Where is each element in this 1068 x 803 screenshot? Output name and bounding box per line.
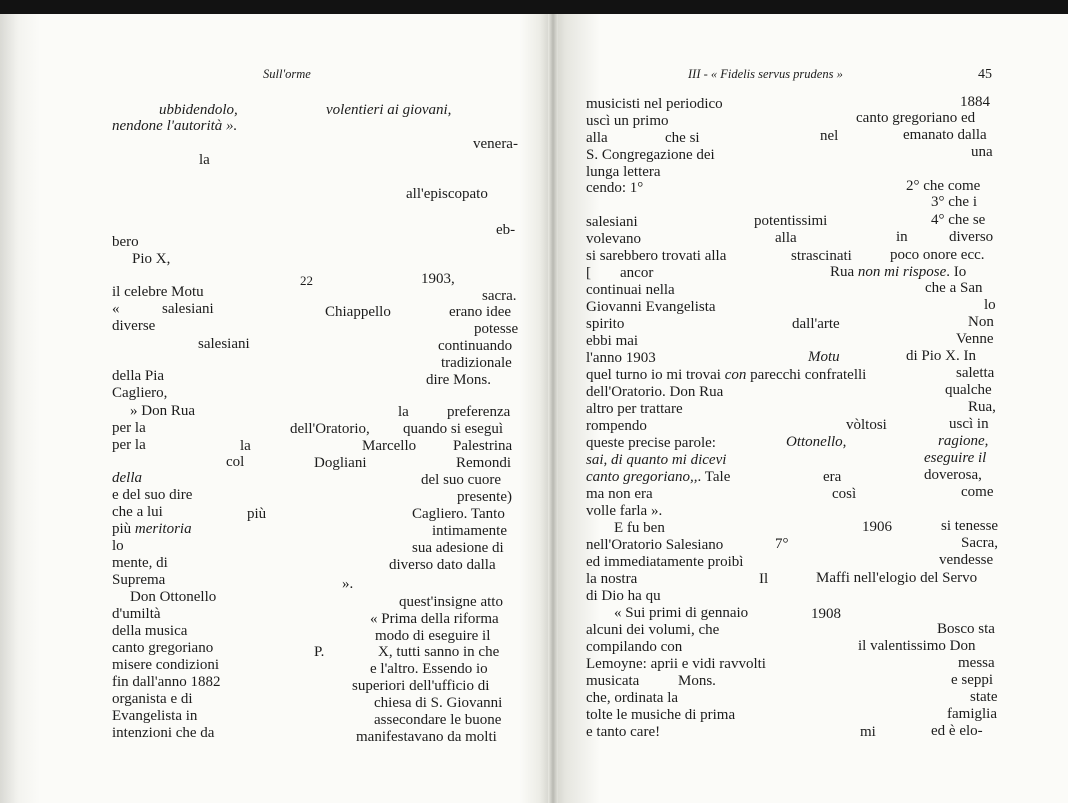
text-line: che si <box>665 130 700 146</box>
text-line: uscì in <box>949 416 989 432</box>
text-line: della musica <box>112 623 188 639</box>
text-line: l'anno 1903 <box>586 350 656 366</box>
page-number: 45 <box>978 67 992 82</box>
text-line: di Pio X. In <box>906 348 977 364</box>
text-line: la <box>199 152 210 168</box>
text-line: ed immediatamente proibì <box>586 554 744 570</box>
text-line: assecondare le buone <box>374 712 502 728</box>
text-line: si sarebbero trovati alla <box>586 248 727 264</box>
text-line: venera- <box>473 136 518 152</box>
text-line: quel turno io mi trovai con parecchi confratelli <box>586 367 867 383</box>
text-line: alcuni dei volumi, che <box>586 622 720 638</box>
text-line: che, ordinata la <box>586 690 679 706</box>
text-line: canto gregoriano ed <box>856 110 976 126</box>
text-line: Dogliani <box>314 455 367 471</box>
text-line: Giovanni Evangelista <box>586 299 716 315</box>
left-page <box>0 14 548 803</box>
text-line: vendesse <box>939 552 994 568</box>
text-line: il valentissimo Don <box>858 638 976 654</box>
text-line: del suo cuore <box>421 472 501 488</box>
text-line: Bosco sta <box>937 621 995 637</box>
text-line: nell'Oratorio Salesiano <box>586 537 724 553</box>
text-line: più <box>247 506 267 522</box>
text-line: alla <box>586 130 608 146</box>
text-line: manifestavano da molti <box>356 729 497 745</box>
text-line: « Sui primi di gennaio <box>614 605 749 621</box>
text-line: per la <box>112 420 146 436</box>
text-line: poco onore ecc. <box>890 247 985 263</box>
text-line: Mons. <box>678 673 716 689</box>
text-line: una <box>971 144 993 160</box>
text-line <box>112 284 204 301</box>
text-line: che a San <box>925 280 983 296</box>
text-line: [ <box>586 265 591 281</box>
text-line: Rua non mi rispose. Io <box>830 264 967 280</box>
text-line: sai, di quanto mi dicevi <box>586 452 727 468</box>
text-line: 1903, <box>421 271 455 287</box>
text-line: compilando con <box>586 639 683 655</box>
text-line: chiesa di S. Giovanni <box>374 695 503 711</box>
text-line: si tenesse <box>941 518 999 534</box>
text-line: Venne <box>956 331 994 347</box>
text-line: Chiappello <box>325 304 391 320</box>
text-line: sua adesione di <box>412 540 504 556</box>
text-line: nendone l'autorità ». <box>112 118 238 134</box>
text-line: 1906 <box>862 519 892 535</box>
text-line: dire Mons. <box>426 372 491 388</box>
text-line: più meritoria <box>112 521 192 537</box>
text-line: diverso dato dalla <box>389 557 496 573</box>
text-line: qualche <box>945 382 992 398</box>
italic-phrase: non mi rispose <box>857 264 947 280</box>
text-line: volle farla ». <box>586 503 663 519</box>
text-line: Motu <box>808 349 840 365</box>
text-line: salesiani <box>586 214 638 230</box>
text-line: 1884 <box>960 94 990 110</box>
text-line: che a lui <box>112 504 163 520</box>
text-line: quando si eseguì <box>403 421 503 437</box>
text-line: sacra. <box>482 288 517 304</box>
italic-word: meritoria <box>134 521 192 537</box>
text-line: fin dall'anno 1882 <box>112 674 221 690</box>
text-line: Evangelista in <box>112 708 198 724</box>
text-line: col <box>226 454 245 470</box>
text-line: mente, di <box>112 555 168 571</box>
text-line: e seppi <box>951 672 994 688</box>
text-line: 22 <box>300 273 313 288</box>
text-line: S. Congregazione dei <box>586 147 715 163</box>
book-spine-gutter <box>548 14 558 803</box>
text-line: Don Ottonello <box>130 589 217 605</box>
text-line: lo <box>984 297 996 313</box>
text-line: P. <box>314 644 325 660</box>
text-line: salesiani <box>162 301 214 317</box>
text-line: ebbi mai <box>586 333 639 349</box>
text-line: intenzioni che da <box>112 725 215 741</box>
text-line: così <box>832 486 857 502</box>
text-line: X, tutti sanno in che <box>378 644 500 660</box>
running-head-right: III - « Fidelis servus prudens » <box>688 67 843 81</box>
text-line: strascinati <box>791 248 852 264</box>
text-line: E fu ben <box>614 520 665 536</box>
text-line: della <box>112 470 142 486</box>
text-line: Pio X, <box>132 251 171 267</box>
text-line: volevano <box>586 231 641 247</box>
text-line: potentissimi <box>754 213 828 229</box>
text-line: tolte le musiche di prima <box>586 707 736 723</box>
text-line: superiori dell'ufficio di <box>352 678 490 694</box>
text-line: la <box>398 404 409 420</box>
text-line: della Pia <box>112 368 165 384</box>
text-line: 1908 <box>811 606 841 622</box>
text-line: Ottonello, <box>786 434 847 450</box>
right-page <box>558 14 1068 803</box>
text-line: state <box>970 689 998 705</box>
text-line: modo di eseguire il <box>375 628 491 644</box>
text-line: mi <box>860 724 876 740</box>
text-line: Lemoyne: aprii e vidi ravvolti <box>586 656 766 672</box>
text-line: Il <box>759 571 769 587</box>
text-line: musicata <box>586 673 640 689</box>
text-line: 2° che come <box>906 178 981 194</box>
text-line: » Don Rua <box>130 403 195 419</box>
text-line: preferenza <box>447 404 511 420</box>
text-line: dell'Oratorio. Don Rua <box>586 384 724 400</box>
text-line: eseguire il <box>924 450 987 466</box>
text-line: Rua, <box>968 399 996 415</box>
text-line: ». <box>342 576 354 592</box>
text-line: la <box>240 438 251 454</box>
text-line: lunga lettera <box>586 164 661 180</box>
text-line: « Prima della riforma <box>370 611 499 627</box>
text-line: diverse <box>112 318 156 334</box>
running-head-left: Sull'orme <box>263 67 311 81</box>
text-line: Non <box>968 314 994 330</box>
text-line: Marcello <box>362 438 417 454</box>
text-line: erano idee <box>449 304 512 320</box>
text-line: 3° che i <box>931 194 977 210</box>
text-line: diverso <box>949 229 994 245</box>
text-line: organista e di <box>112 691 193 707</box>
text-line: bero <box>112 234 139 250</box>
text-line: dell'Oratorio, <box>290 421 370 437</box>
text-line: di Dio ha qu <box>586 588 661 604</box>
text-line: Maffi nell'elogio del Servo <box>816 570 978 586</box>
text-line: tradizionale <box>441 355 512 371</box>
text-line: continuai nella <box>586 282 675 298</box>
text-line: ancor <box>620 265 654 281</box>
text-line: Palestrina <box>453 438 513 454</box>
text-line: misere condizioni <box>112 657 220 673</box>
text-line: cendo: 1° <box>586 180 644 196</box>
text-line: presente) <box>457 489 512 505</box>
text-line: Cagliero, <box>112 385 168 401</box>
text-line: saletta <box>956 365 995 381</box>
text-line: ma non era <box>586 486 653 502</box>
text-fragment: il celebre Motu <box>112 284 204 300</box>
text-line: Cagliero. Tanto <box>412 506 505 522</box>
text-line: potesse <box>474 321 519 337</box>
text-line: per la <box>112 437 146 453</box>
text-line: uscì un primo <box>586 113 669 129</box>
text-line: d'umiltà <box>112 606 161 622</box>
text-line: canto gregoriano,,. Tale <box>586 469 731 485</box>
text-line: doverosa, <box>924 467 982 483</box>
text-line: la nostra <box>586 571 638 587</box>
text-line: famiglia <box>947 706 997 722</box>
text-line: lo <box>112 538 124 554</box>
text-line: messa <box>958 655 995 671</box>
italic-phrase: canto gregoriano,, <box>586 469 698 485</box>
text-line: quest'insigne atto <box>399 594 503 610</box>
text-line: ragione, <box>938 433 989 449</box>
text-line: e l'altro. Essendo io <box>370 661 488 677</box>
italic-word: con <box>724 367 747 383</box>
text-line: 7° <box>775 536 789 552</box>
text-line: queste precise parole: <box>586 435 716 451</box>
text-line: Suprema <box>112 572 166 588</box>
text-line: spirito <box>586 316 625 332</box>
text-line: continuando <box>438 338 513 354</box>
text-line: musicisti nel periodico <box>586 96 723 112</box>
text-line: ed è elo- <box>931 723 983 739</box>
text-line: altro per trattare <box>586 401 683 417</box>
text-line: « <box>112 301 120 317</box>
text-line: canto gregoriano <box>112 640 214 656</box>
text-line: dall'arte <box>792 316 840 332</box>
text-line: come <box>961 484 994 500</box>
text-line: e tanto care! <box>586 724 661 740</box>
text-line: in <box>896 229 908 245</box>
text-line: rompendo <box>586 418 647 434</box>
scan-top-border <box>0 0 1068 14</box>
text-line: Remondi <box>456 455 511 471</box>
text-line: emanato dalla <box>903 127 987 143</box>
text-line: nel <box>820 128 839 144</box>
text-line: intimamente <box>432 523 507 539</box>
text-line: e del suo dire <box>112 487 193 503</box>
text-line: vòltosi <box>846 417 887 433</box>
text-line: Sacra, <box>961 535 999 551</box>
text-line: eb- <box>496 222 516 238</box>
text-line: alla <box>775 230 797 246</box>
text-line: 4° che se <box>931 212 986 228</box>
text-line: salesiani <box>198 336 250 352</box>
text-line: era <box>823 469 842 485</box>
text-line: ubbidendolo, <box>159 102 238 118</box>
text-line: all'episcopato <box>406 186 488 202</box>
text-line: volentieri ai giovani, <box>326 102 452 118</box>
